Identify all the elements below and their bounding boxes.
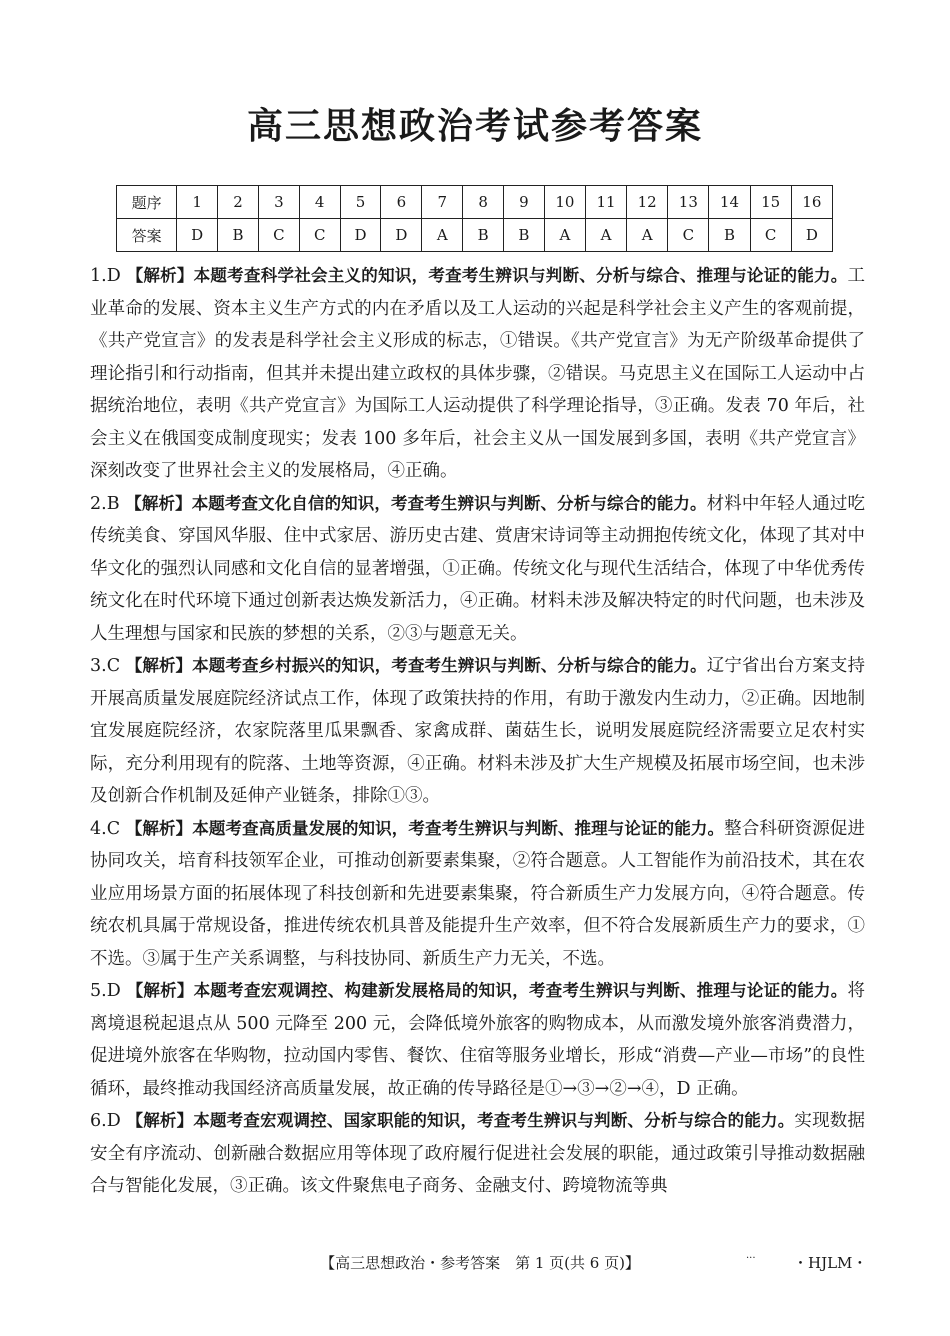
- answer-table: [116, 185, 833, 252]
- table-cell: 4: [299, 186, 340, 219]
- table-cell: C: [258, 219, 299, 252]
- item-text: 将离境退税起退点从 500 元降至 200 元，会降低境外旅客的购物成本，从而激发境外旅客消费潜力，促进境外旅客在华购物，拉动国内零售、餐饮、住宿等服务业增长，形成“消费—产业—市场”的良性循环，最终推动我国经济高质量发展，故正确的传导路径是①→③→②→④，D 正确。: [90, 981, 865, 1099]
- item-analysis-tag: 【解析】本题考查宏观调控、国家职能的知识，考查考生辨识与判断、分析与综合的能力。: [126, 1111, 795, 1130]
- answer-item-2: [90, 488, 865, 651]
- item-text: 辽宁省出台方案支持开展高质量发展庭院经济试点工作，体现了政策扶持的作用，有助于激发内生动力，②正确。因地制宜发展庭院经济，农家院落里瓜果飘香、家禽成群、菌菇生长，说明发展庭院经济需要立足农村实际，充分利用现有的院落、土地等资源，④正确。材料未涉及扩大生产规模及拓展市场空间，也未涉及创新合作机制及延伸产业链条，排除①③。: [90, 656, 866, 806]
- item-number: 1.D: [90, 266, 121, 286]
- item-text: 实现数据安全有序流动、创新融合数据应用等体现了政府履行促进社会发展的职能，通过政策引导推动数据融合与智能化发展，③正确。该文件聚焦电子商务、金融支付、跨境物流等典: [90, 1111, 865, 1196]
- table-cell: 6: [381, 186, 422, 219]
- table-cell: 3: [258, 186, 299, 219]
- table-cell: B: [709, 219, 750, 252]
- table-cell: 8: [463, 186, 504, 219]
- table-cell: 11: [585, 186, 626, 219]
- answer-explanations: [90, 260, 865, 1203]
- item-text: 材料中年轻人通过吃传统美食、穿国风华服、住中式家居、游历史古建、赏唐宋诗词等主动拥抱传统文化，体现了其对中华文化的强烈认同感和文化自信的显著增强，①正确。传统文化与现代生活结合，体现了中华优秀传统文化在时代环境下通过创新表达焕发新活力，④正确。材料未涉及解决特定的时代问题，也未涉及人生理想与国家和民族的梦想的关系，②③与题意无关。: [90, 493, 866, 644]
- table-cell: 1: [177, 186, 218, 219]
- table-cell: B: [218, 219, 259, 252]
- table-cell: 16: [791, 186, 832, 219]
- item-number: 3.C: [90, 656, 121, 676]
- table-cell: C: [668, 219, 709, 252]
- table-cell: A: [585, 219, 626, 252]
- footer-code: ・HJLM・: [793, 1254, 868, 1272]
- table-cell: D: [177, 219, 218, 252]
- table-cell: B: [463, 219, 504, 252]
- table-cell: C: [750, 219, 791, 252]
- row-label-numbers: 题序: [117, 186, 177, 219]
- page-title: 高三思想政治考试参考答案: [246, 106, 703, 147]
- table-cell: D: [791, 219, 832, 252]
- table-cell: 13: [668, 186, 709, 219]
- item-number: 4.C: [90, 818, 121, 839]
- answer-item-4: [90, 813, 865, 976]
- item-text: 工业革命的发展、资本主义生产方式的内在矛盾以及工人运动的兴起是科学社会主义产生的客观前提，《共产党宣言》的发表是科学社会主义形成的标志，①错误。《共产党宣言》为无产阶级革命提供了理论指引和行动指南，但其并未提出建立政权的具体步骤，②错误。马克思主义在国际工人运动中占据统治地位，表明《共产党宣言》为国际工人运动提供了科学理论指导，③正确。发表 70 年后，社会主义在俄国变成制度现实；发表 100 多年后，社会主义从一国发展到多国，表明《共产党宣言》深刻改变了世界社会主义的发展格局，④正确。: [90, 266, 865, 481]
- item-analysis-tag: 【解析】本题考查文化自信的知识，考查考生辨识与判断、分析与综合的能力。: [125, 493, 707, 513]
- footer-page-info: 【高三思想政治・参考答案 第 1 页(共 6 页)】: [320, 1254, 640, 1272]
- table-cell: 10: [544, 186, 585, 219]
- table-cell: A: [627, 219, 668, 252]
- item-analysis-tag: 【解析】本题考查科学社会主义的知识，考查考生辨识与判断、分析与综合、推理与论证的能力。: [126, 266, 848, 285]
- answer-item-6: [90, 1105, 865, 1203]
- item-number: 2.B: [90, 493, 120, 514]
- answer-item-3: [90, 650, 865, 813]
- table-cell: 2: [218, 186, 259, 219]
- item-number: 5.D: [90, 981, 121, 1001]
- table-cell: 12: [627, 186, 668, 219]
- table-cell: 7: [422, 186, 463, 219]
- table-cell: 5: [340, 186, 381, 219]
- table-cell: A: [544, 219, 585, 252]
- item-analysis-tag: 【解析】本题考查高质量发展的知识，考查考生辨识与判断、推理与论证的能力。: [125, 818, 725, 838]
- footer-dots: ...: [746, 1250, 756, 1261]
- table-cell: C: [299, 219, 340, 252]
- table-cell: D: [340, 219, 381, 252]
- item-analysis-tag: 【解析】本题考查宏观调控、构建新发展格局的知识，考查考生辨识与判断、推理与论证的能力。: [126, 981, 848, 1000]
- row-label-answers: 答案: [117, 219, 177, 252]
- table-row-answers: [117, 219, 833, 252]
- table-cell: A: [422, 219, 463, 252]
- item-number: 6.D: [90, 1111, 121, 1131]
- table-cell: 9: [504, 186, 545, 219]
- answer-item-5: [90, 975, 865, 1105]
- table-cell: 15: [750, 186, 791, 219]
- table-cell: B: [504, 219, 545, 252]
- table-cell: 14: [709, 186, 750, 219]
- item-analysis-tag: 【解析】本题考查乡村振兴的知识，考查考生辨识与判断、分析与综合的能力。: [125, 656, 707, 675]
- answer-item-1: [90, 260, 865, 488]
- table-row-numbers: [117, 186, 833, 219]
- item-text: 整合科研资源促进协同攻关，培育科技领军企业，可推动创新要素集聚，②符合题意。人工智能作为前沿技术，其在农业应用场景方面的拓展体现了科技创新和先进要素集聚，符合新质生产力发展方向，④符合题意。传统农机具属于常规设备，推进传统农机具普及能提升生产效率，但不符合发展新质生产力的要求，①不选。③属于生产关系调整，与科技协同、新质生产力无关，不选。: [90, 818, 865, 969]
- table-cell: D: [381, 219, 422, 252]
